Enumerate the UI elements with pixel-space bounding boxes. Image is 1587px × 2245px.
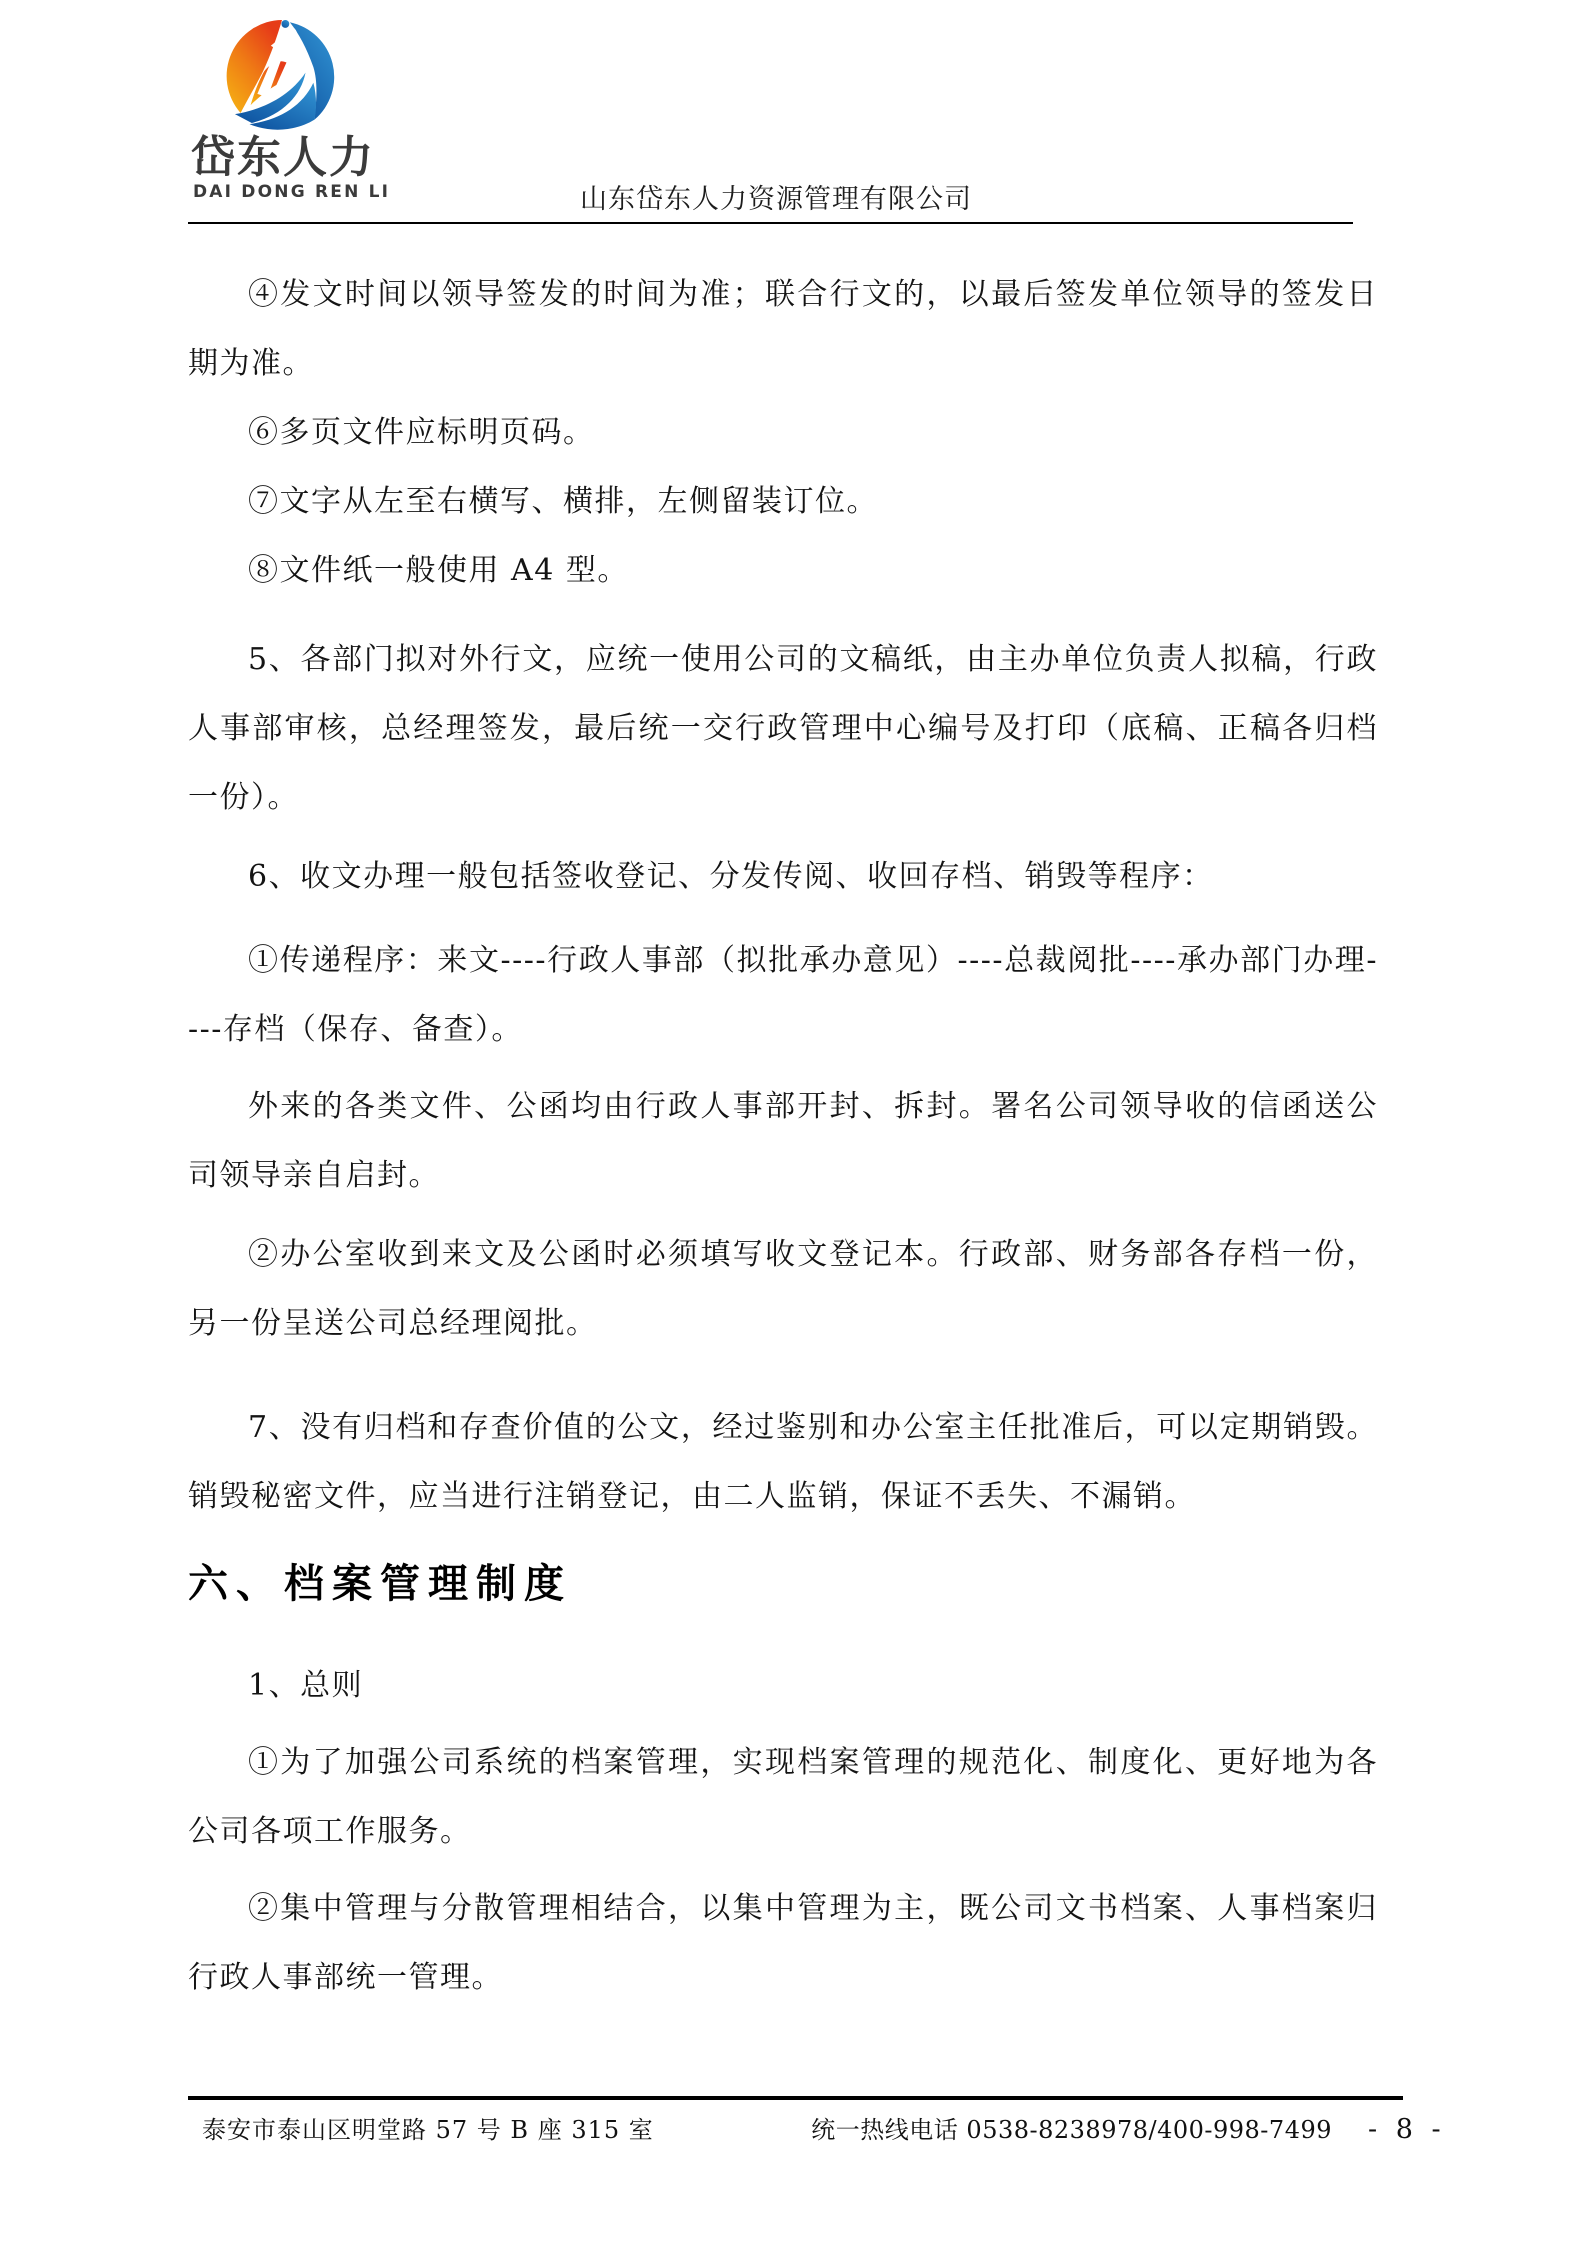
logo-wordmark-en: DAI DONG REN LI [193,182,391,202]
para-issue-date: ④发文时间以领导签发的时间为准；联合行文的，以最后签发单位领导的签发日期为准。 [188,277,1378,381]
company-logo-icon [226,20,338,132]
page-number: - 8 - [1368,2114,1446,2145]
para-writing-direction: ⑦文字从左至右横写、横排，左侧留装订位。 [248,484,878,519]
header-divider [188,222,1353,224]
para-item-6: 6、收文办理一般包括签收登记、分发传阅、收回存档、销毁等程序： [248,859,1214,894]
section-heading-archives: 六、档案管理制度 [188,1560,572,1607]
para-item-5: 5、各部门拟对外行文，应统一使用公司的文稿纸，由主办单位负责人拟稿，行政人事部审核，总经理签发，最后统一交行政管理中心编号及打印（底稿、正稿各归档一份）。 [188,642,1378,815]
logo-wordmark-cn: 岱东人力 [191,132,375,183]
para-general-rules: 1、总则 [248,1668,364,1703]
footer-address: 泰安市泰山区明堂路 57 号 B 座 315 室 [202,2116,654,2144]
para-item-7: 7、没有归档和存查价值的公文，经过鉴别和办公室主任批准后，可以定期销毁。销毁秘密文件，应当进行注销登记，由二人监销，保证不丢失、不漏销。 [188,1410,1378,1514]
footer-divider [188,2096,1403,2100]
para-archive-centralized: ②集中管理与分散管理相结合，以集中管理为主，既公司文书档案、人事档案归行政人事部统一管理。 [188,1891,1378,1995]
document-body [188,260,1378,2012]
company-name: 山东岱东人力资源管理有限公司 [580,184,972,215]
para-transfer-procedure: ①传递程序：来文----行政人事部（拟批承办意见）----总裁阅批----承办部门办理----存档（保存、备查）。 [188,943,1378,1047]
para-paper-size: ⑧文件纸一般使用 A4 型。 [248,553,629,588]
para-archive-purpose: ①为了加强公司系统的档案管理，实现档案管理的规范化、制度化、更好地为各公司各项工作服务。 [188,1745,1378,1849]
para-page-numbers: ⑥多页文件应标明页码。 [248,415,595,450]
para-office-register: ②办公室收到来文及公函时必须填写收文登记本。行政部、财务部各存档一份，另一份呈送公司总经理阅批。 [188,1237,1378,1341]
footer-hotline: 统一热线电话 0538-8238978/400-998-7499 [811,2116,1332,2144]
para-external-mail: 外来的各类文件、公函均由行政人事部开封、拆封。署名公司领导收的信函送公司领导亲自启封。 [188,1089,1378,1193]
